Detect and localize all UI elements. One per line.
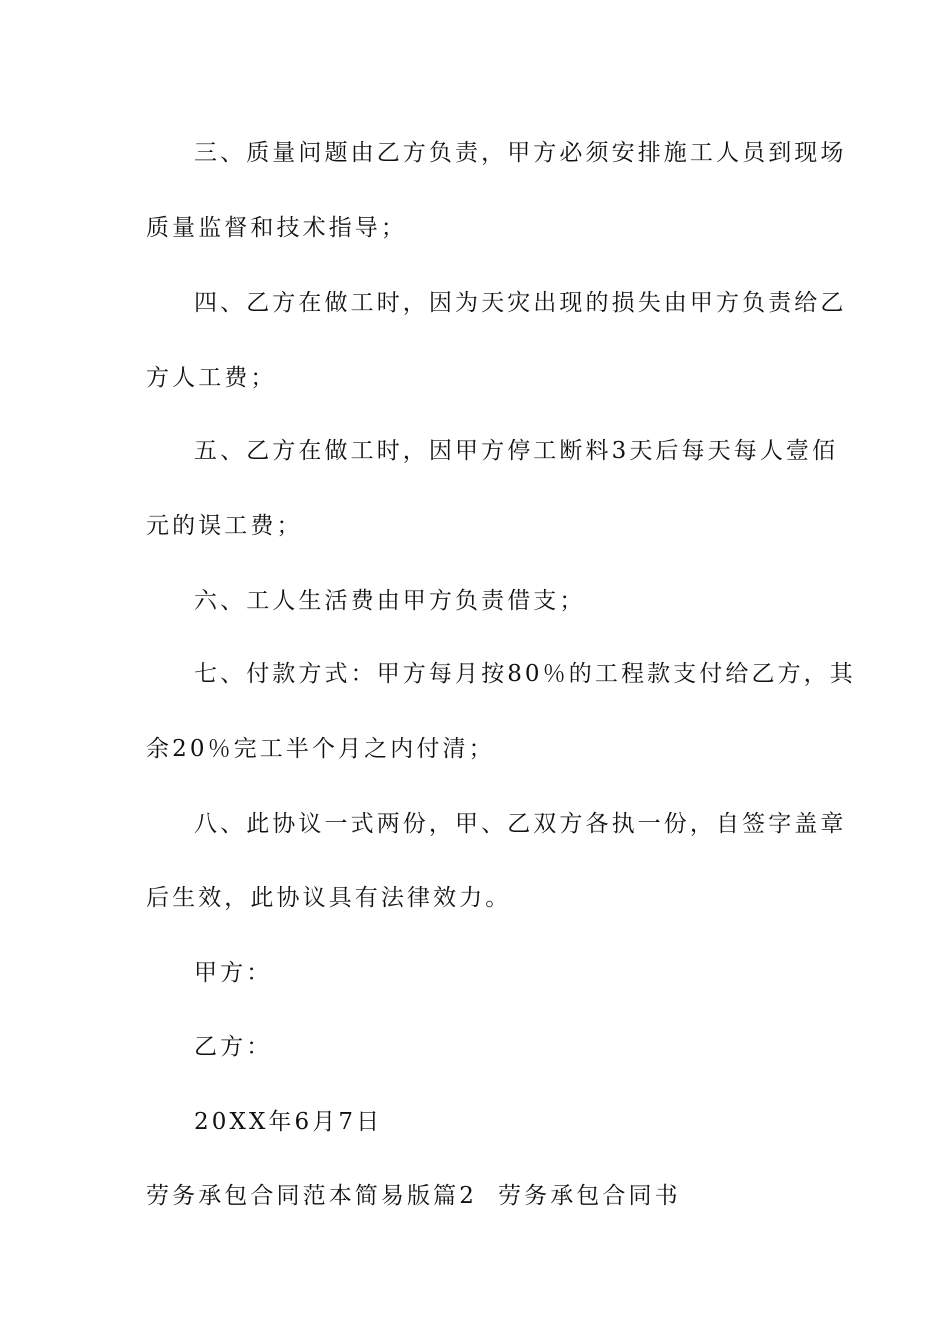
clause-4-line-1: 四、乙方在做工时，因为天灾出现的损失由甲方负责给乙 (194, 290, 847, 316)
clause-3-line-1: 三、质量问题由乙方负责，甲方必须安排施工人员到现场 (194, 140, 847, 166)
clause-3-line-2: 质量监督和技术指导； (146, 215, 407, 241)
section-title: 劳务承包合同范本简易版篇2 (146, 1183, 477, 1209)
section-subtitle: 劳务承包合同书 (498, 1183, 681, 1209)
clause-5-line-2: 元的误工费； (146, 513, 303, 539)
clause-8-line-1: 八、此协议一式两份，甲、乙双方各执一份，自签字盖章 (194, 811, 847, 837)
section-heading-row (146, 1181, 811, 1211)
party-b-label: 乙方： (194, 1034, 273, 1060)
clause-7-line-2: 余20％完工半个月之内付清； (146, 736, 495, 762)
clause-4-line-2: 方人工费； (146, 365, 277, 391)
clause-7-line-1: 七、付款方式：甲方每月按80％的工程款支付给乙方，其 (194, 661, 856, 687)
clause-8-line-2: 后生效，此协议具有法律效力。 (146, 885, 512, 911)
signing-date: 20XX年6月7日 (194, 1109, 383, 1135)
clause-5-line-1: 五、乙方在做工时，因甲方停工断料3天后每天每人壹佰 (194, 438, 839, 464)
clause-6-line-1: 六、工人生活费由甲方负责借支； (194, 588, 586, 614)
party-a-label: 甲方： (194, 960, 273, 986)
